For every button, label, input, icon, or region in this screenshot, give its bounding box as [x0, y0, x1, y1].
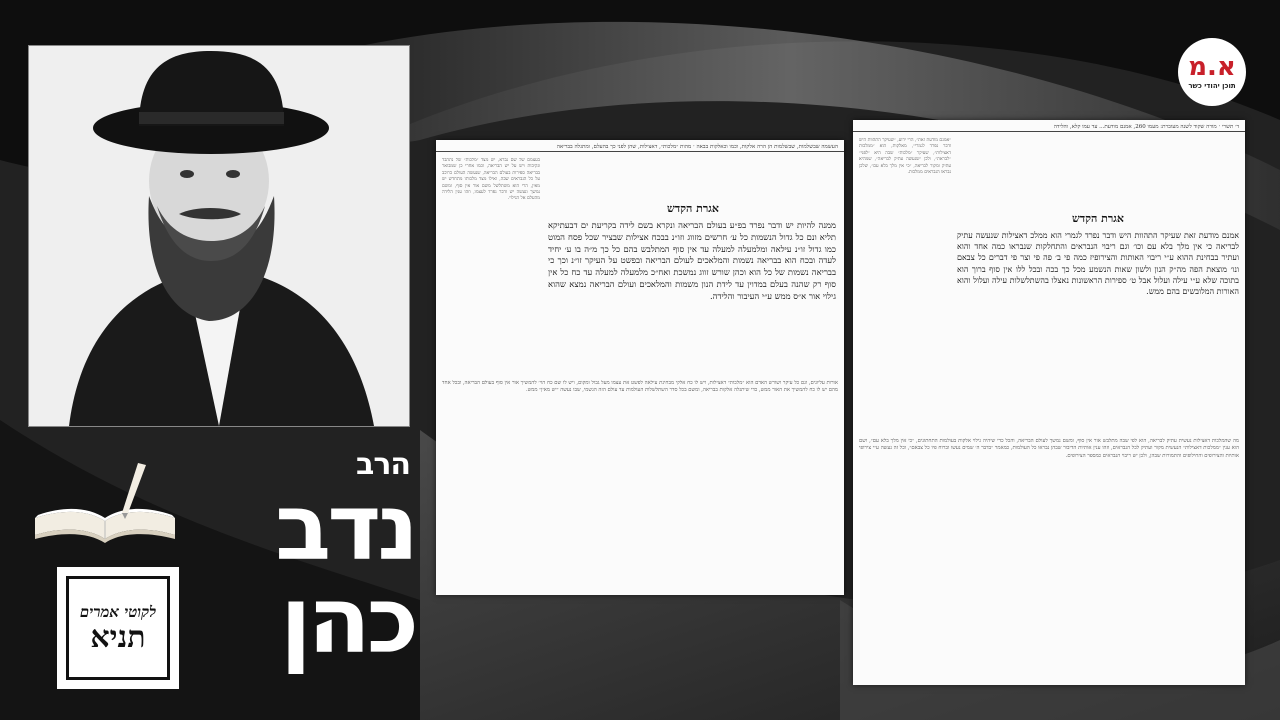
right-page-side-column: ״אמנם מודעת זאת״, הרי ידוע, ״שעיקר התהוות היש ודבר נפרד לגמרי״, מאלקות, הוא ״ממלכות דאצילות״, שעיקר ״מלכות״ שבה היא ״לפני״ ״לבראת״, ולכן ״שנעשה עתיק לבריאה״, שמהיא עתיק ומקור לבריאה, ״כי אין מלך בלא עם״, שלכן נבראו הנבראים ממלכות.	[859, 138, 951, 176]
tanya-badge	[57, 567, 179, 689]
am-logo	[1178, 38, 1246, 106]
left-page-footnotes: אורות עליונים, וגם כל עיקר ושורש האדם הוא ״מלכות״ דאצילות, ויש לו כח אלקי מבחינת עילאה לפשט את עצמו מעל גבול ומקום, ויש לו שם כח הוי׳ להמשיך אור אין סוף בעולם הבריאה, ובכל אחד מהם יש לו כח להמשיך את האור ממש, כדי שיתגלה אלקות בבריאה, ומשם בכל סדר השתלשלות העולמות עד עולם הזה הגשמי, שבו נעשה ״יש מאין״ ממש.	[442, 380, 838, 394]
right-page-title: אגרת הקדש	[1072, 212, 1124, 225]
badge-line-1: לקוטי אמרים	[79, 602, 157, 621]
name-first: נדב	[275, 474, 415, 581]
left-page-side-column: בעצמם של שם נברא, יש מצד ״מלכות״ של נתהבד ונקיבות ויש על יש הבריאה, וכמו אחרי כן שמבואר בבריאה ספירות בעולם הבריאה, שנעשה העולם כרוכב על כל הנבראים שבה, ואילו מצד מלכותו מתחדש יש מאין, הרי הוא משתלשל משם אור אין סוף, ומשם נמשך ונעשה יש ודבר נפרד לעצמו, וזהו ענין הלידה מהעלם אל הגילוי.	[442, 158, 540, 202]
rav-label: הרב	[356, 447, 410, 482]
badge-line-2: תניא	[90, 619, 146, 655]
logo-mark: א.מ	[1188, 52, 1236, 82]
right-page-header: ד׳ תשרי · מורה שקוד לשנה מעוברת: מעמו 260, אמנם מודעת... עד עמו קלא, והלידה	[853, 120, 1245, 132]
logo-subtitle: תוכן יהודי כשר	[1188, 82, 1236, 90]
portrait-illustration	[29, 46, 409, 426]
name-last: כהן	[280, 567, 415, 674]
left-page-main-text: ממנה להיות יש ודבר נפרד בפ״ע בעולם הבריאה ונקרא בשם לידה בקריעת ים דבעתיקא תליא ונם כל גדול הנשמות כל ע׳ חרשים מזווג וזו״נ בבכח אצילות שבציר שכל פסח המוט כמו גדול זו״נ עילאה ומלמעלה למעלה עד אין סוף המתלבש בהם כל כך מ״ה בו ע׳ יחיד לעדה ובכח הוא בבריאה נשמות והמלאכים לעולם הבריאה ובפשט על העיקר זו״נ וכך כי בבריאה נשמות של כל הוא וכהן שורש זווג נמשכת ואח״כ מלמעלה למעלה עד כח כל אין סוף רק שהנה בעלם במדוין עד לידת הנון משמות והמלאכים ועולם הבריאה נמצא שהוא גילוי אור א״ס ממש ע״י העיבור והלידה.	[548, 220, 836, 301]
right-page-main-text: אמנם מודעת זאת שעיקר התהוות היש ודבר נפרד לגמרי הוא ממלכ דאצילות שנעשה עתיק לבריאה כי אין מלך בלא עם וכו׳ וגם ריבוי הנבראים והתחלקות שנבראו כמה אחד והוא ועתיר בבחינת ההוא ע״י ריבוי האותות והצירופיז כמה פי ב׳ פה פי וצר פי דברים כל צבאם ונו׳ מוצאת הפה מה״ק הנון ולשון שאות הנשמע מכל כך בכה ובכל ללו אין סוף ברוך הוא בתוכה שלא ע״י עילה ועלול אבל ט׳ ספירות הראשונות נאצלו בהשתלשלות עילה ועלול והוא האורות המלובשים בהם ממש.	[957, 231, 1239, 297]
left-text-page	[436, 140, 844, 595]
rabbi-portrait	[28, 45, 410, 427]
right-page-footnotes: מה שהמלכות דאצילות נעשית עתיק לבריאה, הוא לפי שבה מתלבש אור אין סוף, ומשם נמשך לעולם הבריאה, והכל כדי שיהיה גילוי אלקות בעולמות התחתונים, ״כי אין מלך בלא עם״, ושם הוא ענין ״ממלכות דאצילות״ הנעשית מקור ועתיק לכל הנבראים, וזהו ענין אותיות הדיבור שבהן נבראו כל העולמות, כמאמר ״בדבר ה׳ שמים נעשו וברוח פיו כל צבאם״, וכל זה נעשה ע״י צירופי אותיות והצירופים והחילופים והתמורות שבהן, ולכן יש ריבוי הנבראים כמספר הצירופים.	[859, 438, 1239, 459]
right-text-page	[853, 120, 1245, 685]
open-book-icon	[30, 463, 180, 548]
left-page-header: העשמה שבשלמות, שבשלמות הן הרה אלקות, וכמו וכאלקות בבאה · מהות ״מלכות״, דאצילות, שהן לפני כך בהעלם, ומתגלה בבריאה	[436, 140, 844, 152]
left-page-title: אגרת הקדש	[667, 202, 719, 215]
